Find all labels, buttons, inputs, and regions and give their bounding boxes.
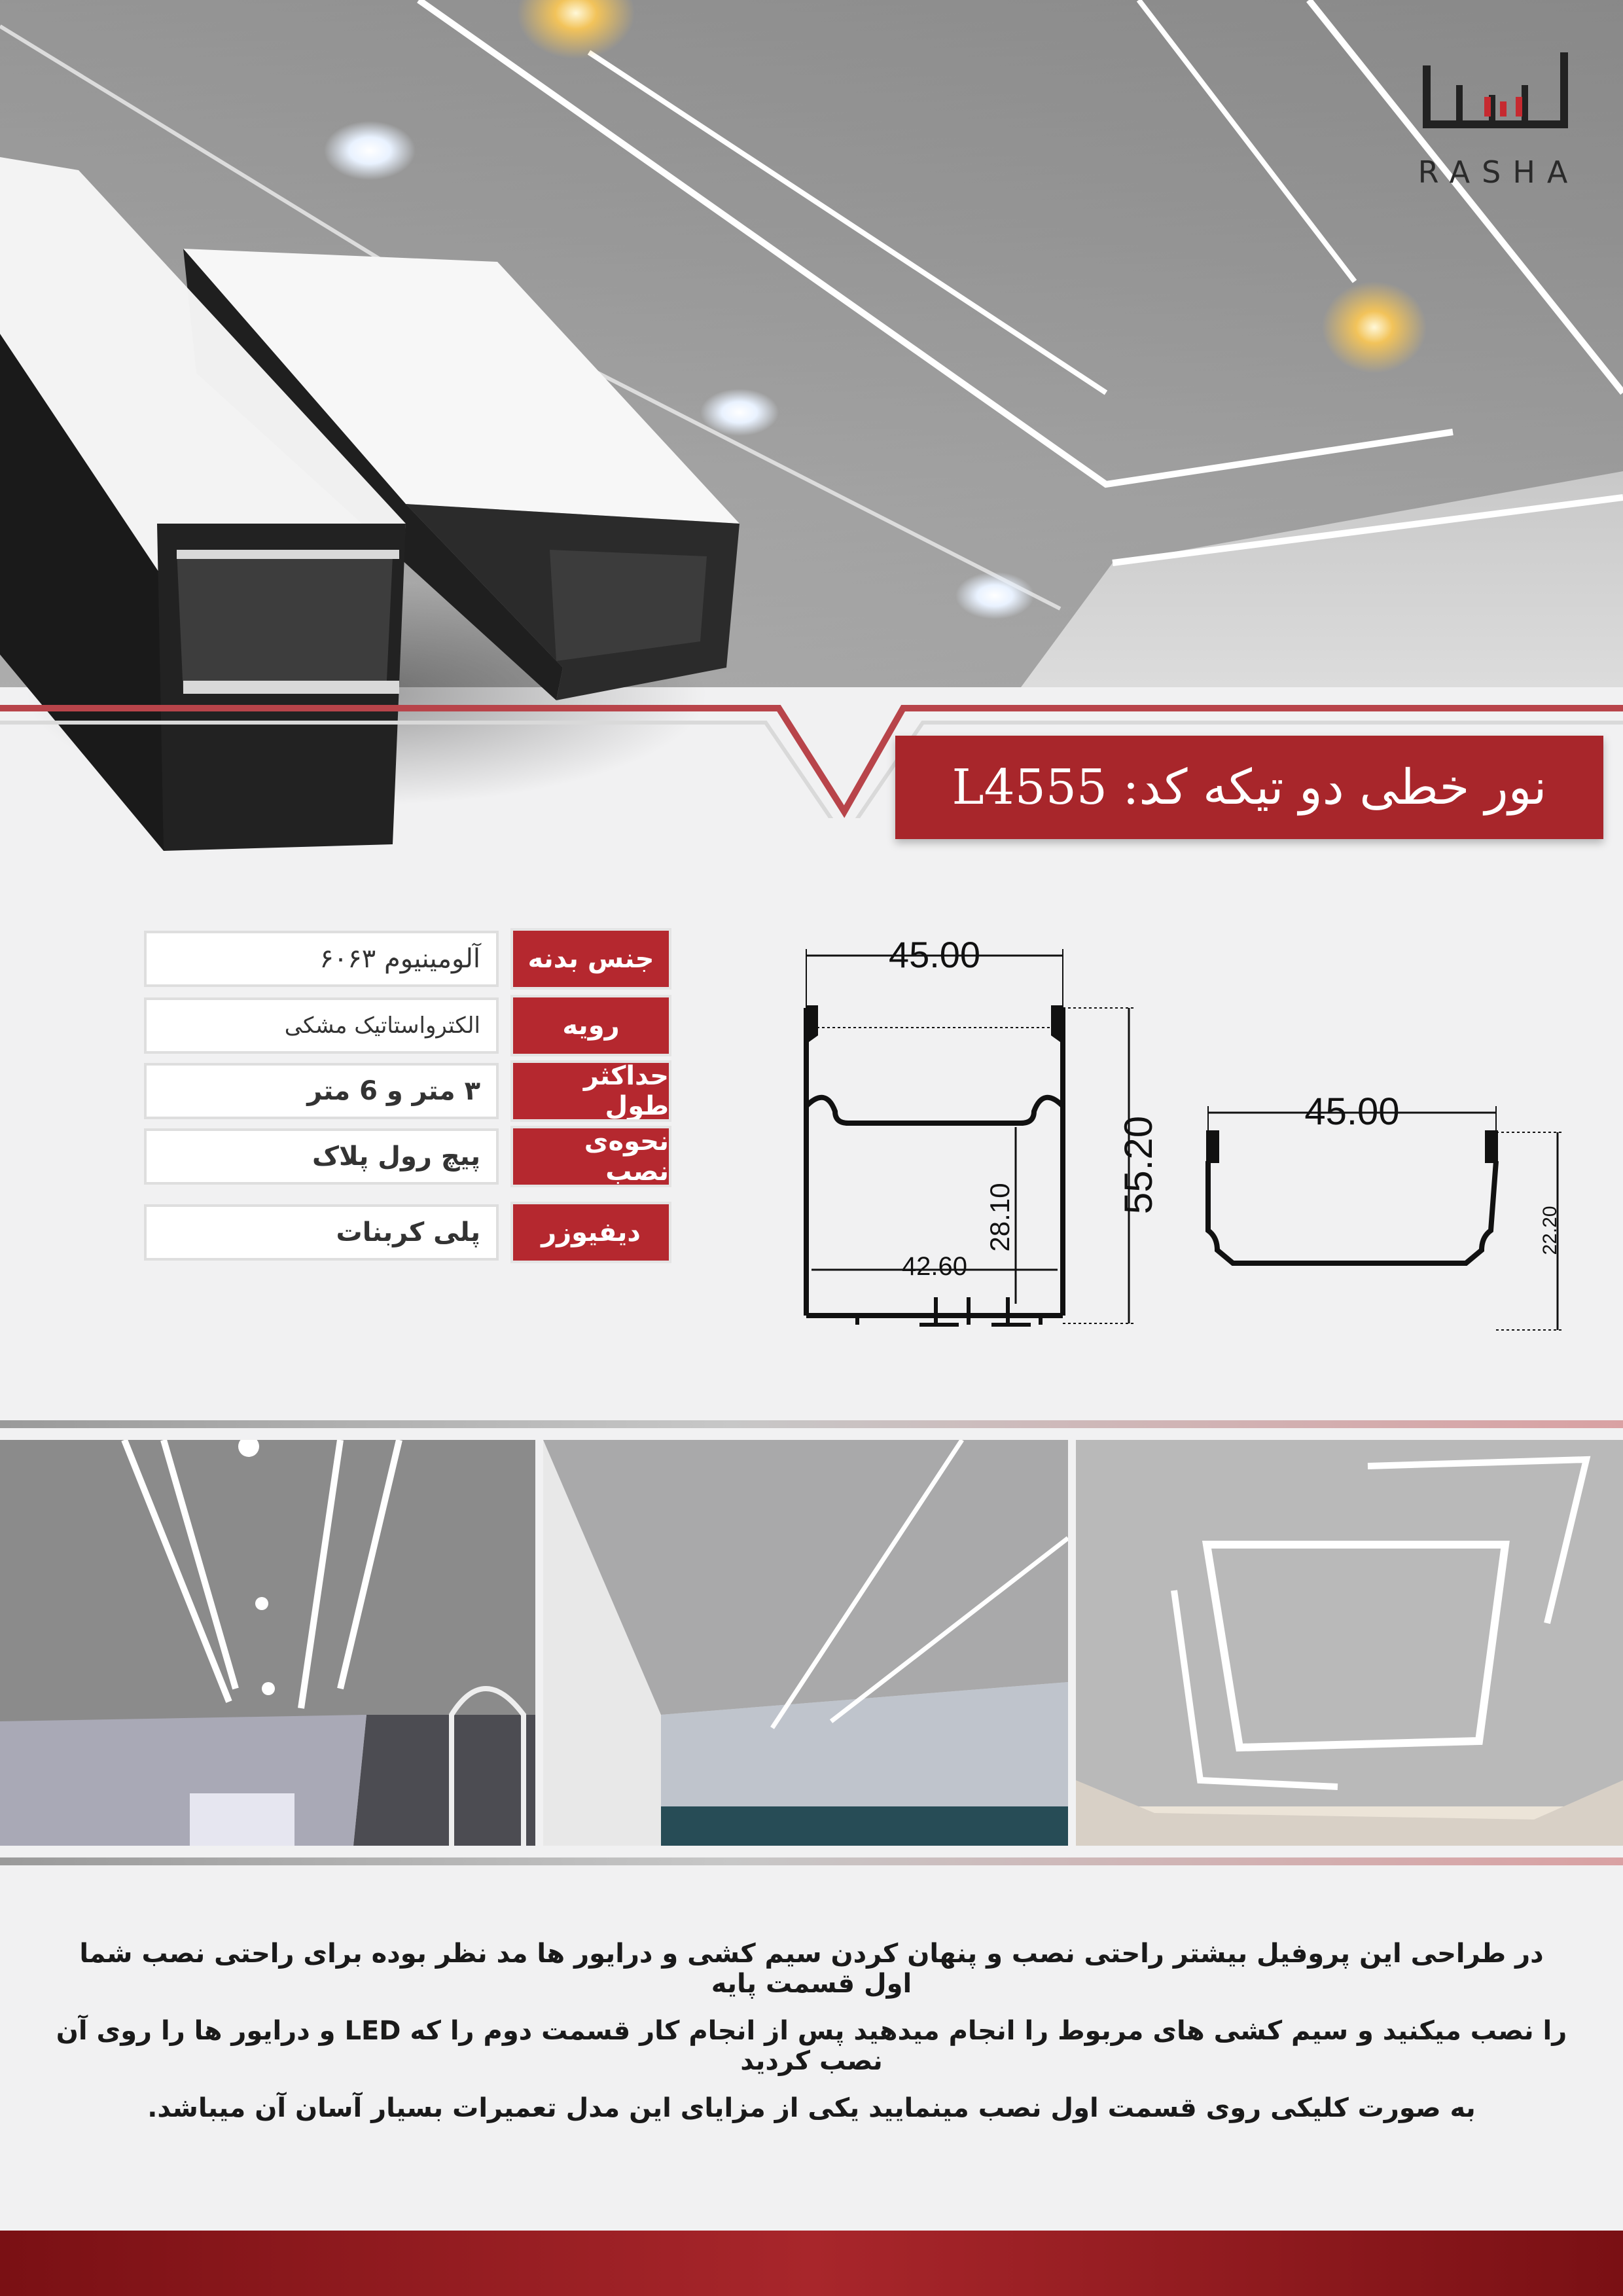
spec-label-finish: رویه: [513, 997, 669, 1054]
dim-cover-height: 22.20: [1539, 1206, 1561, 1255]
logo-mark: [1414, 46, 1584, 144]
footer-bar: [0, 2231, 1623, 2296]
divider-band-top: [0, 1420, 1623, 1428]
dim-profile-width: 45.00: [888, 934, 981, 975]
spec-value-material: آلومینیوم ۶۰۶۳: [144, 931, 499, 987]
technical-drawing: [772, 916, 1597, 1348]
product-title-banner: [895, 736, 1603, 839]
dim-cover-width: 45.00: [1304, 1090, 1400, 1133]
dim-profile-height: 55.20: [1116, 1115, 1160, 1215]
spec-value-installation: پیچ رول پلاک: [144, 1128, 499, 1185]
room-photo-3: [1076, 1440, 1623, 1846]
spec-label-material: جنس بدنه: [513, 931, 669, 987]
spec-label-diffuser: دیفیوزر: [513, 1204, 669, 1261]
dim-inner-width: 42.60: [901, 1252, 968, 1281]
room-photo-2: [543, 1440, 1068, 1846]
spec-label-installation: نحوه‌ی نصب: [513, 1128, 669, 1185]
description-line-1: در طراحی این پروفیل بیشتر راحتی نصب و پنهان کردن سیم کشی و درایور ها مد نظر بوده برای راحتی نصب شما اول قسمت پایه: [79, 1939, 1544, 1999]
description-line-3: به صورت کلیکی روی قسمت اول نصب مینمایید یکی از مزایای این مدل تعمیرات بسیار آسان آن میباشد.: [147, 2093, 1476, 2123]
spec-value-finish: الکترواستاتیک مشکی: [144, 997, 499, 1054]
rasha-logo: [1414, 46, 1584, 190]
logo-word: RASHA: [1418, 154, 1580, 190]
product-title: نور خطی دو تیکه کد: L4555: [952, 759, 1547, 816]
dim-inner-height: 28.10: [984, 1183, 1015, 1252]
description-line-2: را نصب میکنید و سیم کشی های مربوط را انجام میدهید پس از انجام کار قسمت دوم را که LED و درایور ها را روی آن نصب کردید: [56, 2016, 1567, 2076]
spec-value-diffuser: پلی کربنات: [144, 1204, 499, 1261]
spec-label-max-length: حداکثر طول: [513, 1063, 669, 1119]
divider-band-bottom: [0, 1857, 1623, 1865]
spec-value-max-length: ۳ متر و 6 متر: [144, 1063, 499, 1119]
room-photo-1: [0, 1440, 535, 1846]
